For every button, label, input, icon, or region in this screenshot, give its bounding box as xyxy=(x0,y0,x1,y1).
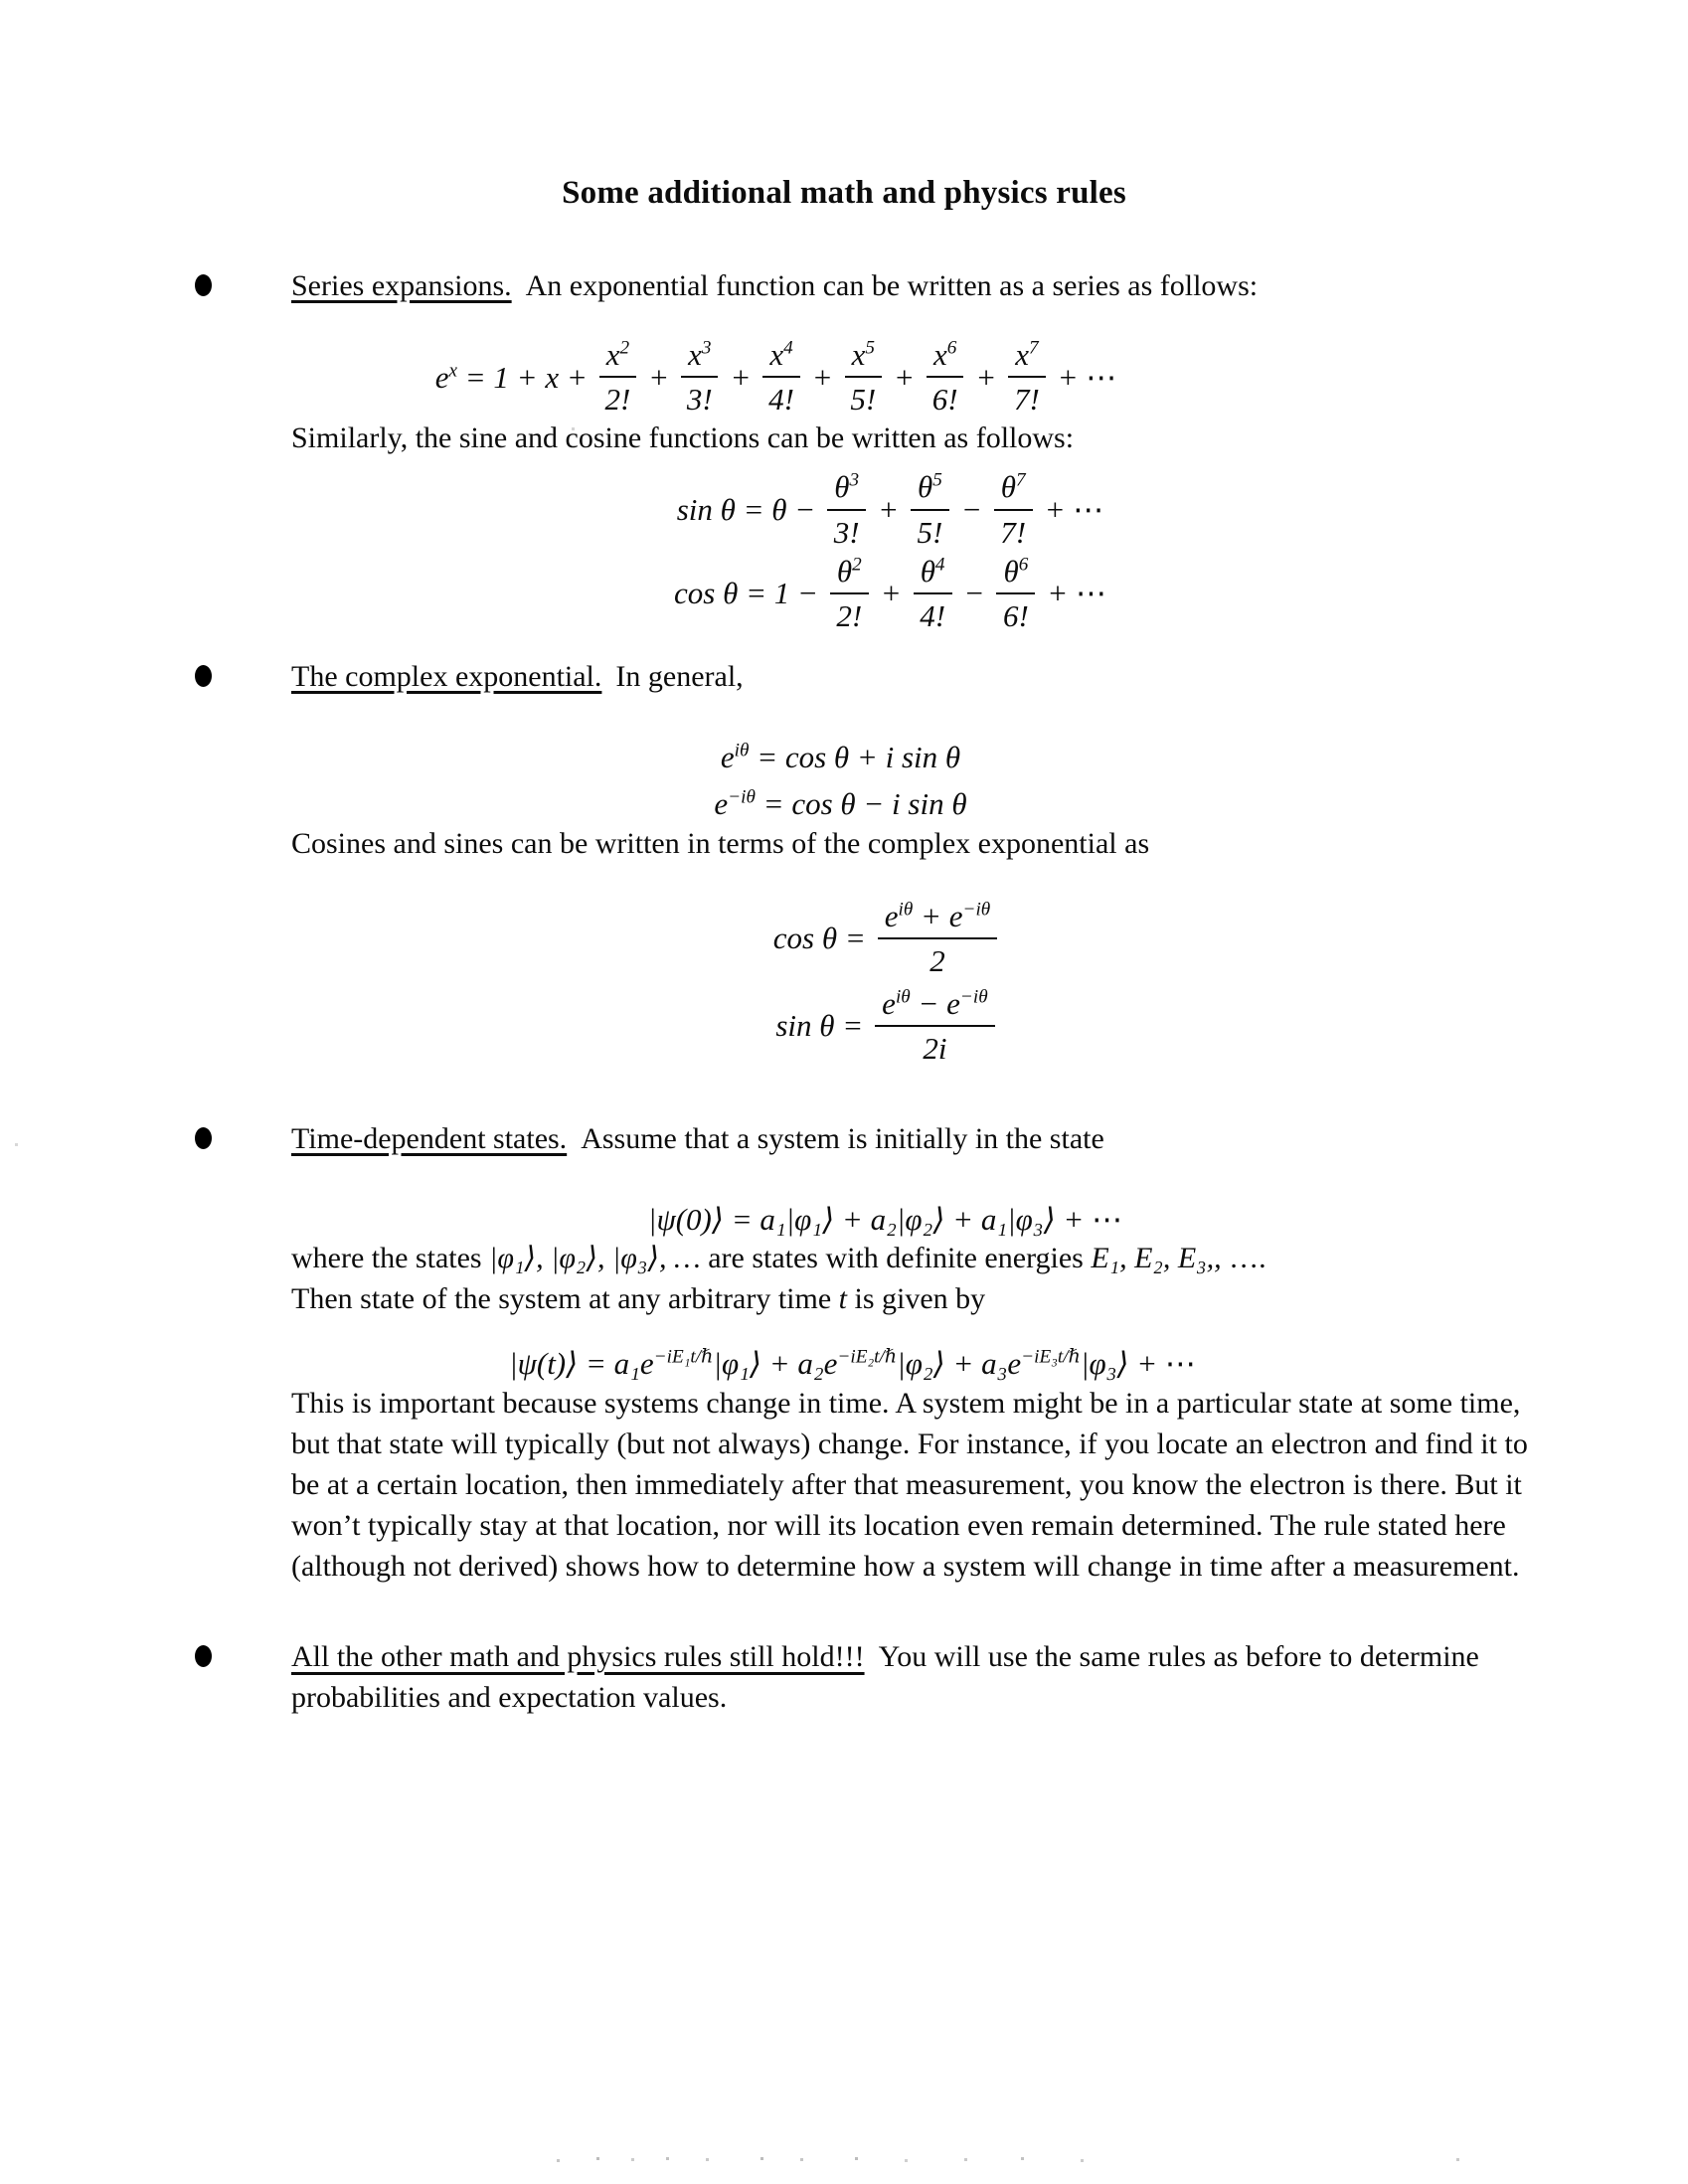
fraction: $\frac{x^5}{5!}$ xyxy=(845,336,882,418)
then-state-text: Then state of the system at any arbitrary time t is given by xyxy=(291,1282,986,1316)
complex-lead xyxy=(291,656,1529,697)
fraction: $\frac{\theta^3}{3!}$ xyxy=(827,468,866,550)
sin-series-equation xyxy=(271,468,1509,550)
fraction: $\frac{\theta^7}{7!}$ xyxy=(994,468,1033,550)
cosines-intro-text: Cosines and sines can be written in terms of the complex exponential as xyxy=(291,826,1150,860)
equation-lhs: cos θ = xyxy=(772,921,866,956)
minus-operator: − xyxy=(960,491,982,527)
fraction: $\frac{e^{i\theta} - e^{-i\theta}}{2i}$ xyxy=(875,985,994,1067)
plus-operator: + xyxy=(648,359,670,395)
sin-exponential-equation xyxy=(266,985,1504,1067)
plus-operator: + xyxy=(975,359,997,395)
section-final-content xyxy=(291,1636,1529,1718)
fraction: $\frac{e^{i\theta} + e^{-i\theta}}{2}$ xyxy=(878,898,997,979)
timedep-lead xyxy=(291,1118,1529,1159)
fraction: $\frac{\theta^4}{4!}$ xyxy=(914,553,952,634)
bullet-icon xyxy=(195,274,212,296)
plus-operator: + xyxy=(894,359,915,395)
energy-list: E₁, E₂, E₃,, xyxy=(1091,1242,1222,1275)
equation-body: $e^{-i\theta} = \cos \theta - i$ sin θ xyxy=(714,786,967,822)
final-lead xyxy=(291,1636,1529,1718)
bullet-icon xyxy=(195,665,212,687)
bullet-icon xyxy=(195,1645,212,1667)
series-lead xyxy=(291,265,1529,306)
final-rest: You will use the same rules as before to determine probabilities and expectation values. xyxy=(291,1639,1479,1714)
fraction: $\frac{x^2}{2!}$ xyxy=(599,336,636,418)
section-complex-exponential xyxy=(0,656,1688,1067)
time-variable: t xyxy=(838,1282,847,1316)
section-series-content xyxy=(291,265,1529,634)
equation-lhs: sin θ = xyxy=(775,1008,864,1044)
series-heading: Series expansions. xyxy=(291,269,512,302)
final-heading: All the other math and physics rules still hold!!! xyxy=(291,1639,865,1673)
fraction: $\frac{\theta^6}{6!}$ xyxy=(996,553,1035,634)
plus-operator: + xyxy=(878,491,899,527)
section-timedep-content xyxy=(291,1118,1529,1586)
similarly-text: Similarly, the sine and cosine functions can be written as follows: xyxy=(291,421,1075,455)
fraction: $\frac{\theta^5}{5!}$ xyxy=(911,468,949,550)
equation-body: $e^{i\theta} = \cos \theta + i$ sin θ xyxy=(720,740,961,775)
equation-lhs: sin θ = θ − xyxy=(676,491,816,527)
where-states-text: where the states |φ₁⟩, |φ₂⟩, |φ₃⟩, … are states with definite energies E₁, E₂, E₃,, …. xyxy=(291,1242,1266,1275)
exp-series-equation xyxy=(157,336,1395,418)
cos-exponential-equation xyxy=(266,898,1504,979)
euler-negative-equation xyxy=(222,785,1459,822)
plus-operator: + xyxy=(880,576,902,611)
ellipsis: + ⋯ xyxy=(1047,576,1106,611)
fraction: $\frac{x^6}{6!}$ xyxy=(927,336,963,418)
fraction: $\frac{\theta^2}{2!}$ xyxy=(830,553,869,634)
fraction: $\frac{x^3}{3!}$ xyxy=(681,336,718,418)
psi-time-equation xyxy=(234,1345,1471,1382)
section-complex-content xyxy=(291,656,1529,1067)
fraction: $\frac{x^4}{4!}$ xyxy=(762,336,799,418)
section-time-dependent-states xyxy=(0,1118,1688,1586)
ellipsis: + ⋯ xyxy=(1044,491,1104,527)
bullet-icon xyxy=(195,1127,212,1149)
plus-operator: + xyxy=(730,359,752,395)
ellipsis: + ⋯ xyxy=(1057,359,1117,395)
scan-noise-dots xyxy=(760,2157,763,2160)
equation-body: |ψ(t)⟩ = $a_1e^{-iE_1t/\hbar}|\varphi_1⟩$ + $a_2e^{-iE_2t/\hbar}|\varphi_2⟩$ + $a_3e^{-iE_3t/\hbar}|\varphi_3⟩$ + ⋯ xyxy=(509,1346,1196,1382)
section-series-expansions xyxy=(0,265,1688,634)
complex-intro: In general, xyxy=(615,660,744,694)
importance-paragraph: This is important because systems change in time. A system might be in a particular state at some time, but that state will typically (but not always) change. For instance, if you locate an electron and find it to be at a certain location, then immediately after that measurement, you know the electron is there. But it won’t typically stay at that location, nor will its location even remain determined. The rule stated here (although not derived) shows how to determine how a system will change in time after a measurement. xyxy=(291,1386,1528,1583)
psi-initial-equation xyxy=(266,1201,1504,1238)
equation-body: |ψ(0)⟩ = a₁|φ₁⟩ + a₂|φ₂⟩ + a₁|φ₃⟩ + ⋯ xyxy=(647,1202,1123,1238)
cos-series-equation xyxy=(271,553,1509,634)
equation-lhs: $e^x = 1 + x$ + xyxy=(434,359,588,395)
euler-positive-equation xyxy=(222,739,1459,775)
plus-operator: + xyxy=(811,359,833,395)
fraction: $\frac{x^7}{7!}$ xyxy=(1008,336,1045,418)
page-title: Some additional math and physics rules xyxy=(562,175,1126,211)
minus-operator: − xyxy=(963,576,985,611)
timedep-heading: Time-dependent states. xyxy=(291,1122,568,1156)
section-rules-still-hold xyxy=(0,1636,1688,1718)
series-intro: An exponential function can be written as a series as follows: xyxy=(525,269,1259,302)
complex-heading: The complex exponential. xyxy=(291,660,602,694)
timedep-intro: Assume that a system is initially in the state xyxy=(581,1122,1104,1156)
equation-lhs: cos θ = 1 − xyxy=(674,576,818,611)
ket-list: |φ₁⟩, |φ₂⟩, |φ₃⟩, … xyxy=(489,1242,701,1275)
